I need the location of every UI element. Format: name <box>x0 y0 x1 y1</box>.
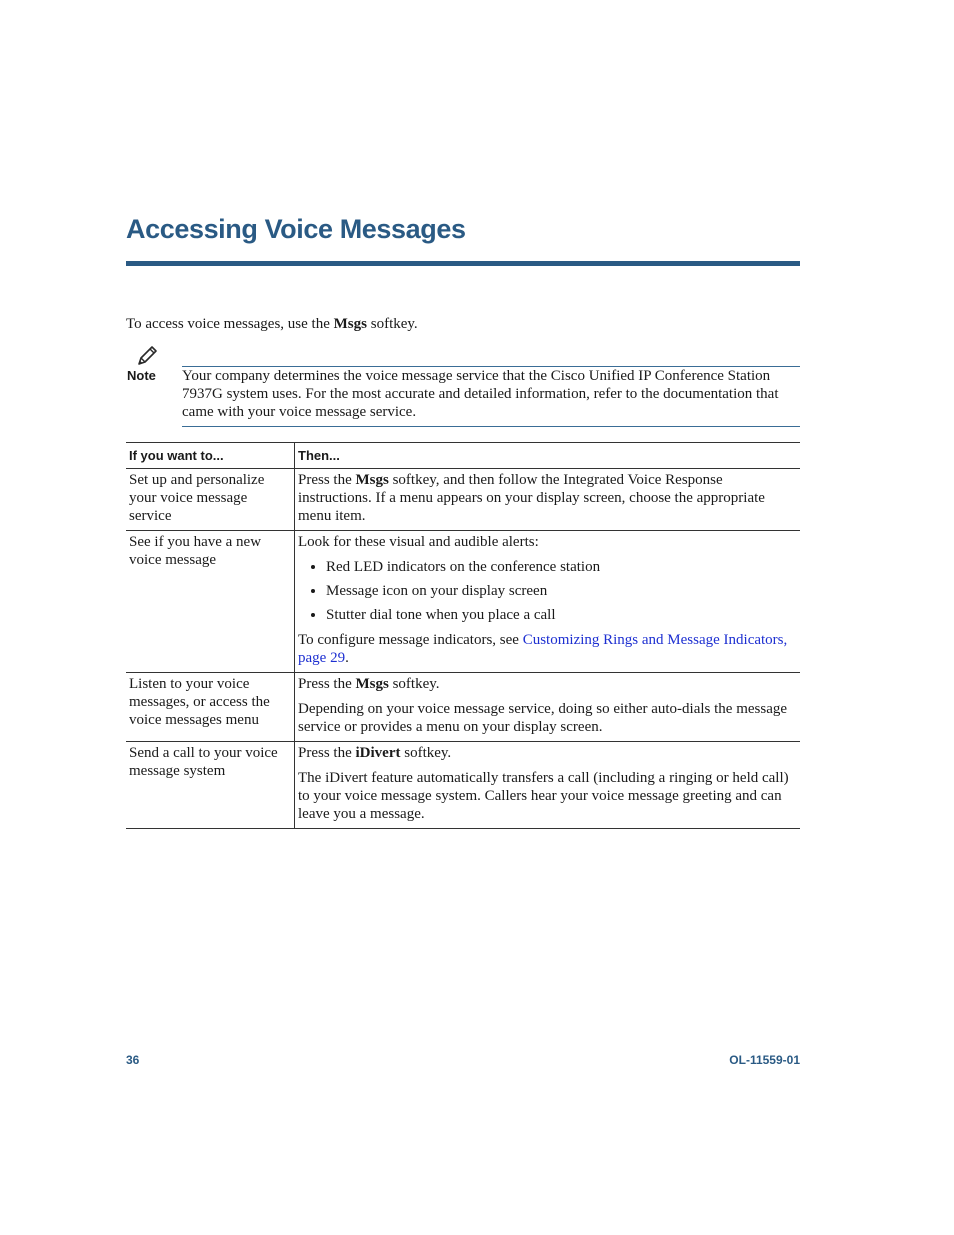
action-paragraph <box>298 675 797 693</box>
action-paragraph <box>298 631 797 667</box>
action-paragraph <box>298 744 797 762</box>
header-then: Then... <box>295 443 801 469</box>
row-task: Listen to your voice messages, or access the voice messages menu <box>126 673 295 742</box>
intro-text-end: softkey. <box>366 316 418 332</box>
row-action <box>295 531 801 673</box>
note-bottom-rule <box>182 426 800 427</box>
row-action <box>295 469 801 531</box>
action-paragraph: The iDivert feature automatically transfers a call (including a ringing or held call) to your voice message system. Callers hear your voice message greeting and can leave you a message. <box>298 770 789 822</box>
page-number: 36 <box>126 1053 140 1067</box>
pencil-icon <box>136 345 158 367</box>
row-task: See if you have a new voice message <box>126 531 295 673</box>
title-rule <box>126 261 800 266</box>
softkey-name: Msgs <box>355 472 389 488</box>
table-row <box>126 673 800 742</box>
list-item: • Stutter dial tone when you place a call <box>326 606 797 624</box>
voice-message-table <box>126 442 800 829</box>
table-row <box>126 742 800 829</box>
list-item: • Red LED indicators on the conference station <box>326 558 797 576</box>
softkey-name: Msgs <box>355 676 389 692</box>
table-row <box>126 531 800 673</box>
row-task: Send a call to your voice message system <box>126 742 295 829</box>
alert-list <box>298 558 797 624</box>
action-text: softkey, and then follow the Integrated Voice Response instructions. If a menu appears on your display screen, choose the appropriate menu item. <box>298 472 765 524</box>
row-action <box>295 742 801 829</box>
row-action <box>295 673 801 742</box>
action-paragraph <box>298 471 797 525</box>
header-if-you-want: If you want to... <box>126 443 295 469</box>
document-id: OL-11559-01 <box>729 1053 800 1067</box>
action-text: softkey. <box>388 676 440 692</box>
intro-text: To access voice messages, use the <box>126 316 334 332</box>
note-text: Your company determines the voice message service that the Cisco Unified IP Conference Station 7937G system uses. For the most accurate and detailed information, refer to the documentation that came with your voice message service. <box>182 368 779 420</box>
action-text: To configure message indicators, see <box>298 632 523 648</box>
action-text: Press the <box>298 472 356 488</box>
table-header-row <box>126 443 800 469</box>
action-paragraph: Depending on your voice message service, doing so either auto-dials the message service or provides a menu on your display screen. <box>298 701 788 735</box>
page-title: Accessing Voice Messages <box>126 214 466 244</box>
action-text: Press the <box>298 745 356 761</box>
list-item: • Message icon on your display screen <box>326 582 797 600</box>
action-text: softkey. <box>400 745 452 761</box>
softkey-name: iDivert <box>355 745 401 761</box>
table-row <box>126 469 800 531</box>
action-text: . <box>345 650 349 666</box>
action-text: Press the <box>298 676 356 692</box>
row-task: Set up and personalize your voice message service <box>126 469 295 531</box>
intro-paragraph <box>126 316 418 333</box>
customizing-rings-link[interactable]: Customizing Rings and Message Indicators, page 29 <box>298 632 788 666</box>
msgs-softkey-name: Msgs <box>333 316 367 332</box>
note-label: Note <box>127 368 156 383</box>
action-paragraph: Look for these visual and audible alerts: <box>298 534 539 550</box>
